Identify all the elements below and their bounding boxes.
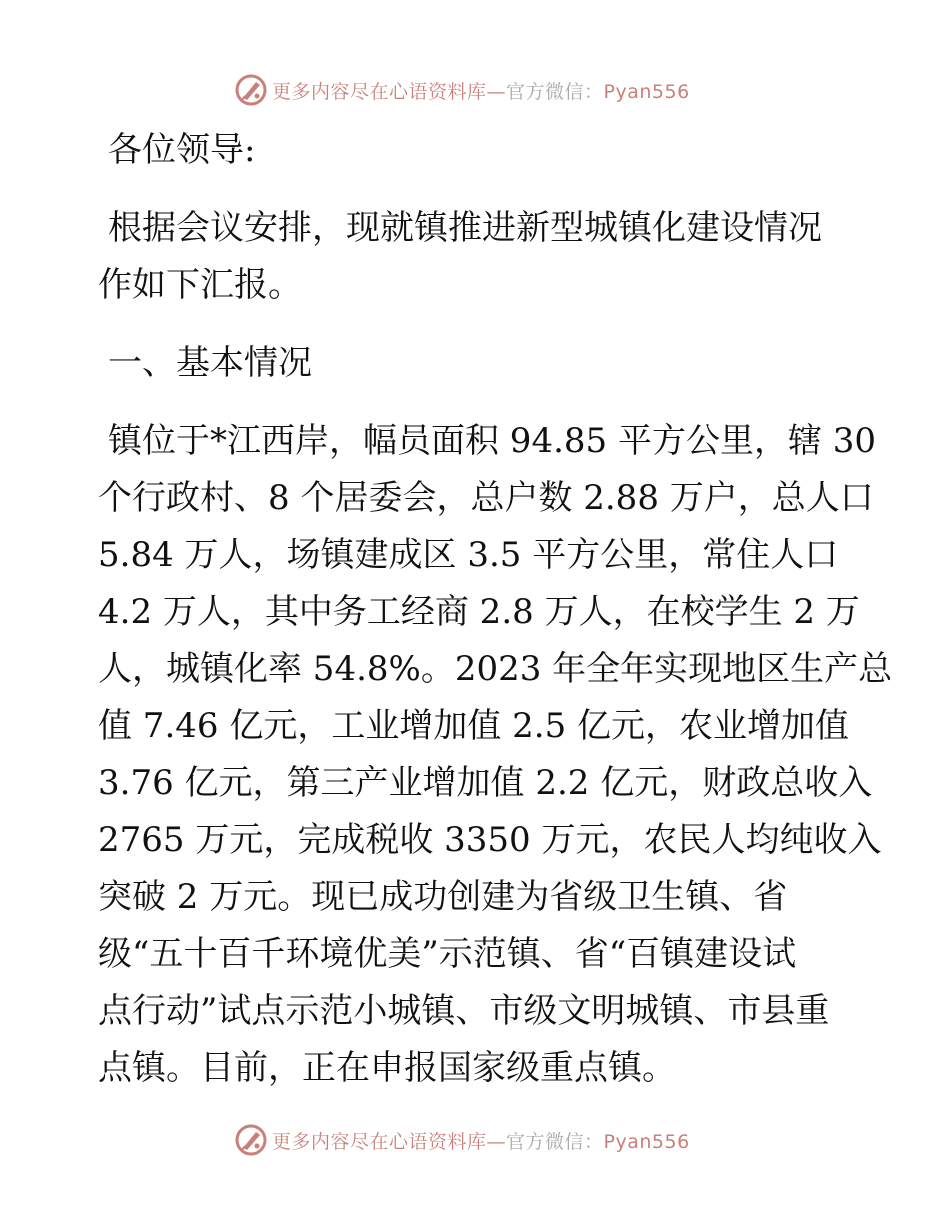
banner-text [272, 77, 690, 104]
body-line: 4.2 万人，其中务工经商 2.8 万人，在校学生 2 万 [98, 592, 860, 632]
banner-wechat-id: Pyan556 [603, 80, 690, 103]
body-line: 人，城镇化率 54.8%。2023 年全年实现地区生产总 [98, 649, 893, 689]
quill-pen-logo-icon [234, 1123, 268, 1157]
body-line: 镇位于*江西岸，幅员面积 94.85 平方公里，辖 30 [108, 421, 877, 461]
banner-separator: — [486, 80, 507, 103]
salutation: 各位领导: [108, 130, 256, 170]
banner-wechat-label: 官方微信： [506, 80, 604, 103]
body-line: 突破 2 万元。现已成功创建为省级卫生镇、省 [98, 877, 788, 917]
body-line: 点镇。目前，正在申报国家级重点镇。 [98, 1048, 676, 1088]
body-line: 2765 万元，完成税收 3350 万元，农民人均纯收入 [98, 820, 882, 860]
banner-separator: — [486, 1130, 507, 1153]
banner-text [272, 1127, 690, 1154]
banner-wechat-id: Pyan556 [603, 1130, 690, 1153]
banner-brand: 更多内容尽在心语资料库 [272, 1130, 487, 1153]
intro-line: 作如下汇报。 [98, 265, 302, 305]
watermark-banner-top [0, 70, 950, 110]
banner-inner [234, 72, 690, 108]
document-body [98, 122, 893, 1097]
watermark-banner-bottom [0, 1120, 950, 1160]
quill-pen-logo-icon [234, 73, 268, 107]
body-line: 5.84 万人，场镇建成区 3.5 平方公里，常住人口 [98, 535, 839, 575]
body-line: 点行动”试点示范小城镇、市级文明城镇、市县重 [98, 991, 830, 1031]
body-line: 值 7.46 亿元，工业增加值 2.5 亿元，农业增加值 [98, 706, 850, 746]
banner-brand: 更多内容尽在心语资料库 [272, 80, 487, 103]
body-line: 级“五十百千环境优美”示范镇、省“百镇建设试 [98, 934, 797, 974]
body-line: 个行政村、8 个居委会，总户数 2.88 万户，总人口 [98, 478, 874, 518]
banner-inner [234, 1122, 690, 1158]
section-heading: 一、基本情况 [108, 343, 312, 383]
body-line: 3.76 亿元，第三产业增加值 2.2 亿元，财政总收入 [98, 763, 873, 803]
intro-line: 根据会议安排，现就镇推进新型城镇化建设情况 [108, 208, 822, 248]
banner-wechat-label: 官方微信： [506, 1130, 604, 1153]
